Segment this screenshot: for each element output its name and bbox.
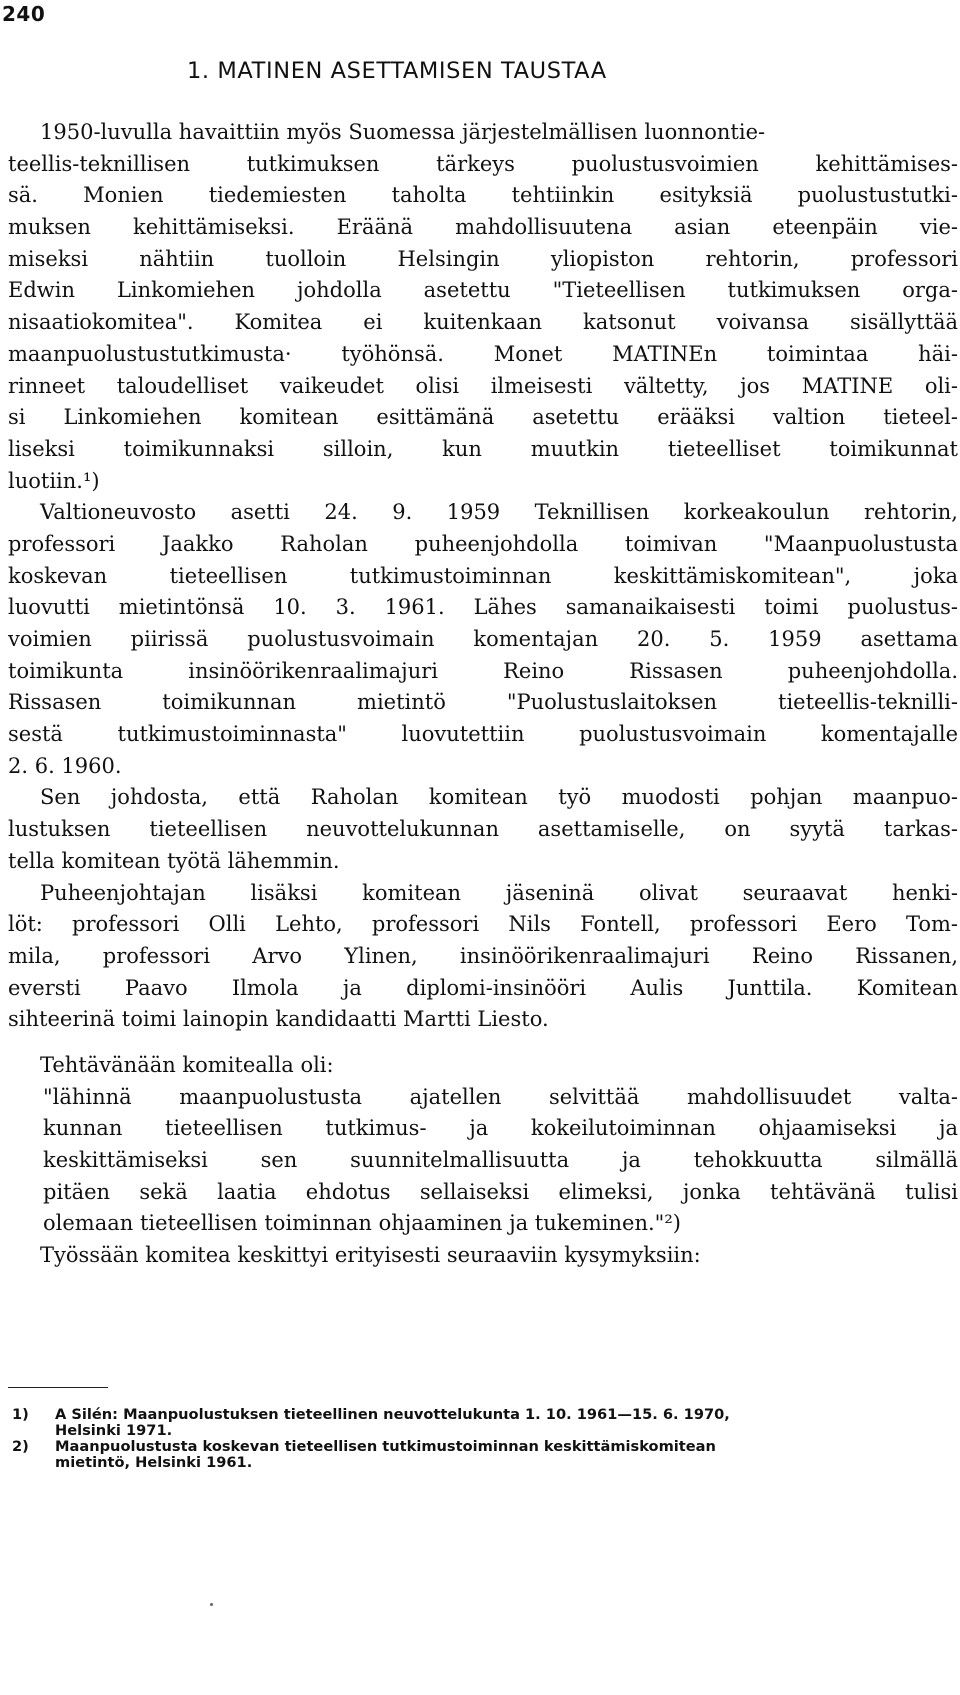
body-line: muksen kehittämiseksi. Eräänä mahdollisuutena asian eteenpäin vie- xyxy=(8,215,958,240)
body-line: eversti Paavo Ilmola ja diplomi-insinööri Aulis Junttila. Komitean xyxy=(8,975,958,1000)
body-line: pitäen sekä laatia ehdotus sellaiseksi elimeksi, jonka tehtävänä tulisi xyxy=(43,1179,958,1204)
footnote-mark: 2) xyxy=(12,1438,29,1455)
body-line: Edwin Linkomiehen johdolla asetettu "Tieteellisen tutkimuksen orga- xyxy=(8,278,958,303)
footnote xyxy=(12,1439,960,1471)
body-line: 1950-luvulla havaittiin myös Suomessa järjestelmällisen luonnontie- xyxy=(40,120,766,144)
body-line: sestä tutkimustoiminnasta" luovutettiin puolustusvoimain komentajalle xyxy=(8,722,958,747)
body-line: luotiin.¹) xyxy=(8,468,100,493)
body-line xyxy=(8,1036,958,1050)
page-number: 240 xyxy=(2,2,46,26)
body-line: rinneet taloudelliset vaikeudet olisi ilmeisesti vältetty, jos MATINE oli- xyxy=(8,373,958,398)
body-line: toimikunta insinöörikenraalimajuri Reino Rissasen puheenjohdolla. xyxy=(8,658,958,683)
footnote xyxy=(12,1407,960,1439)
body-line: koskevan tieteellisen tutkimustoiminnan keskittämiskomitean", joka xyxy=(8,563,958,588)
body-line: "lähinnä maanpuolustusta ajatellen selvittää mahdollisuudet valta- xyxy=(43,1084,958,1109)
body-line: Sen johdosta, että Raholan komitean työ muodosti pohjan maanpuo- xyxy=(40,785,958,810)
body-line: sä. Monien tiedemiesten taholta tehtiinkin esityksiä puolustustutki- xyxy=(8,183,958,208)
body-line: voimien piirissä puolustusvoimain komentajan 20. 5. 1959 asettama xyxy=(8,627,958,651)
body-line: Puheenjohtajan lisäksi komitean jäseninä olivat seuraavat henki- xyxy=(40,880,958,905)
footnote-line: mietintö, Helsinki 1961. xyxy=(55,1454,253,1471)
body-line: Tehtävänään komitealla oli: xyxy=(40,1052,334,1077)
body-line: Valtioneuvosto asetti 24. 9. 1959 Teknillisen korkeakoulun rehtorin, xyxy=(40,500,958,525)
body-text xyxy=(8,117,958,1272)
footnote-line: Maanpuolustusta koskevan tieteellisen tutkimustoiminnan keskittämiskomitean xyxy=(55,1438,716,1455)
scan-speck xyxy=(210,1603,213,1606)
footnote-mark: 1) xyxy=(12,1406,29,1423)
body-line: professori Jaakko Raholan puheenjohdolla toimivan "Maanpuolustusta xyxy=(8,531,958,556)
body-line: sihteerinä toimi lainopin kandidaatti Martti Liesto. xyxy=(8,1007,549,1032)
body-line: nisaatiokomitea". Komitea ei kuitenkaan katsonut voivansa sisällyttää xyxy=(8,310,958,335)
body-line: olemaan tieteellisen toiminnan ohjaaminen ja tukeminen."²) xyxy=(43,1211,681,1236)
body-line: tella komitean työtä lähemmin. xyxy=(8,848,340,873)
body-line: lustuksen tieteellisen neuvottelukunnan asettamiselle, on syytä tarkas- xyxy=(8,817,958,842)
section-heading: 1. MATINEN ASETTAMISEN TAUSTAA xyxy=(187,58,607,84)
body-line: luovutti mietintönsä 10. 3. 1961. Lähes samanaikaisesti toimi puolustus- xyxy=(8,595,958,620)
body-line: löt: professori Olli Lehto, professori Nils Fontell, professori Eero Tom- xyxy=(8,912,958,937)
body-line: si Linkomiehen komitean esittämänä asetettu erääksi valtion tieteel- xyxy=(8,405,958,430)
footnote-divider xyxy=(8,1387,108,1388)
body-line: mila, professori Arvo Ylinen, insinöörikenraalimajuri Reino Rissanen, xyxy=(8,943,958,968)
body-line: keskittämiseksi sen suunnitelmallisuutta ja tehokkuutta silmällä xyxy=(43,1148,958,1172)
body-line: 2. 6. 1960. xyxy=(8,753,122,778)
footnote-line: Helsinki 1971. xyxy=(55,1422,173,1439)
body-line: miseksi nähtiin tuolloin Helsingin yliopiston rehtorin, professori xyxy=(8,246,958,271)
body-line: maanpuolustustutkimusta· työhönsä. Monet MATINEn toimintaa häi- xyxy=(8,341,958,366)
footnotes xyxy=(12,1407,960,1471)
body-line: kunnan tieteellisen tutkimus- ja kokeilutoiminnan ohjaamiseksi ja xyxy=(43,1116,958,1141)
footnote-line: A Silén: Maanpuolustuksen tieteellinen neuvottelukunta 1. 10. 1961—15. 6. 1970, xyxy=(55,1406,730,1423)
body-line: Työssään komitea keskittyi erityisesti seuraaviin kysymyksiin: xyxy=(40,1243,701,1268)
body-line: teellis-teknillisen tutkimuksen tärkeys puolustusvoimien kehittämises- xyxy=(8,151,958,176)
body-line: Rissasen toimikunnan mietintö "Puolustuslaitoksen tieteellis-teknilli- xyxy=(8,690,958,715)
body-line: liseksi toimikunnaksi silloin, kun muutkin tieteelliset toimikunnat xyxy=(8,436,958,461)
